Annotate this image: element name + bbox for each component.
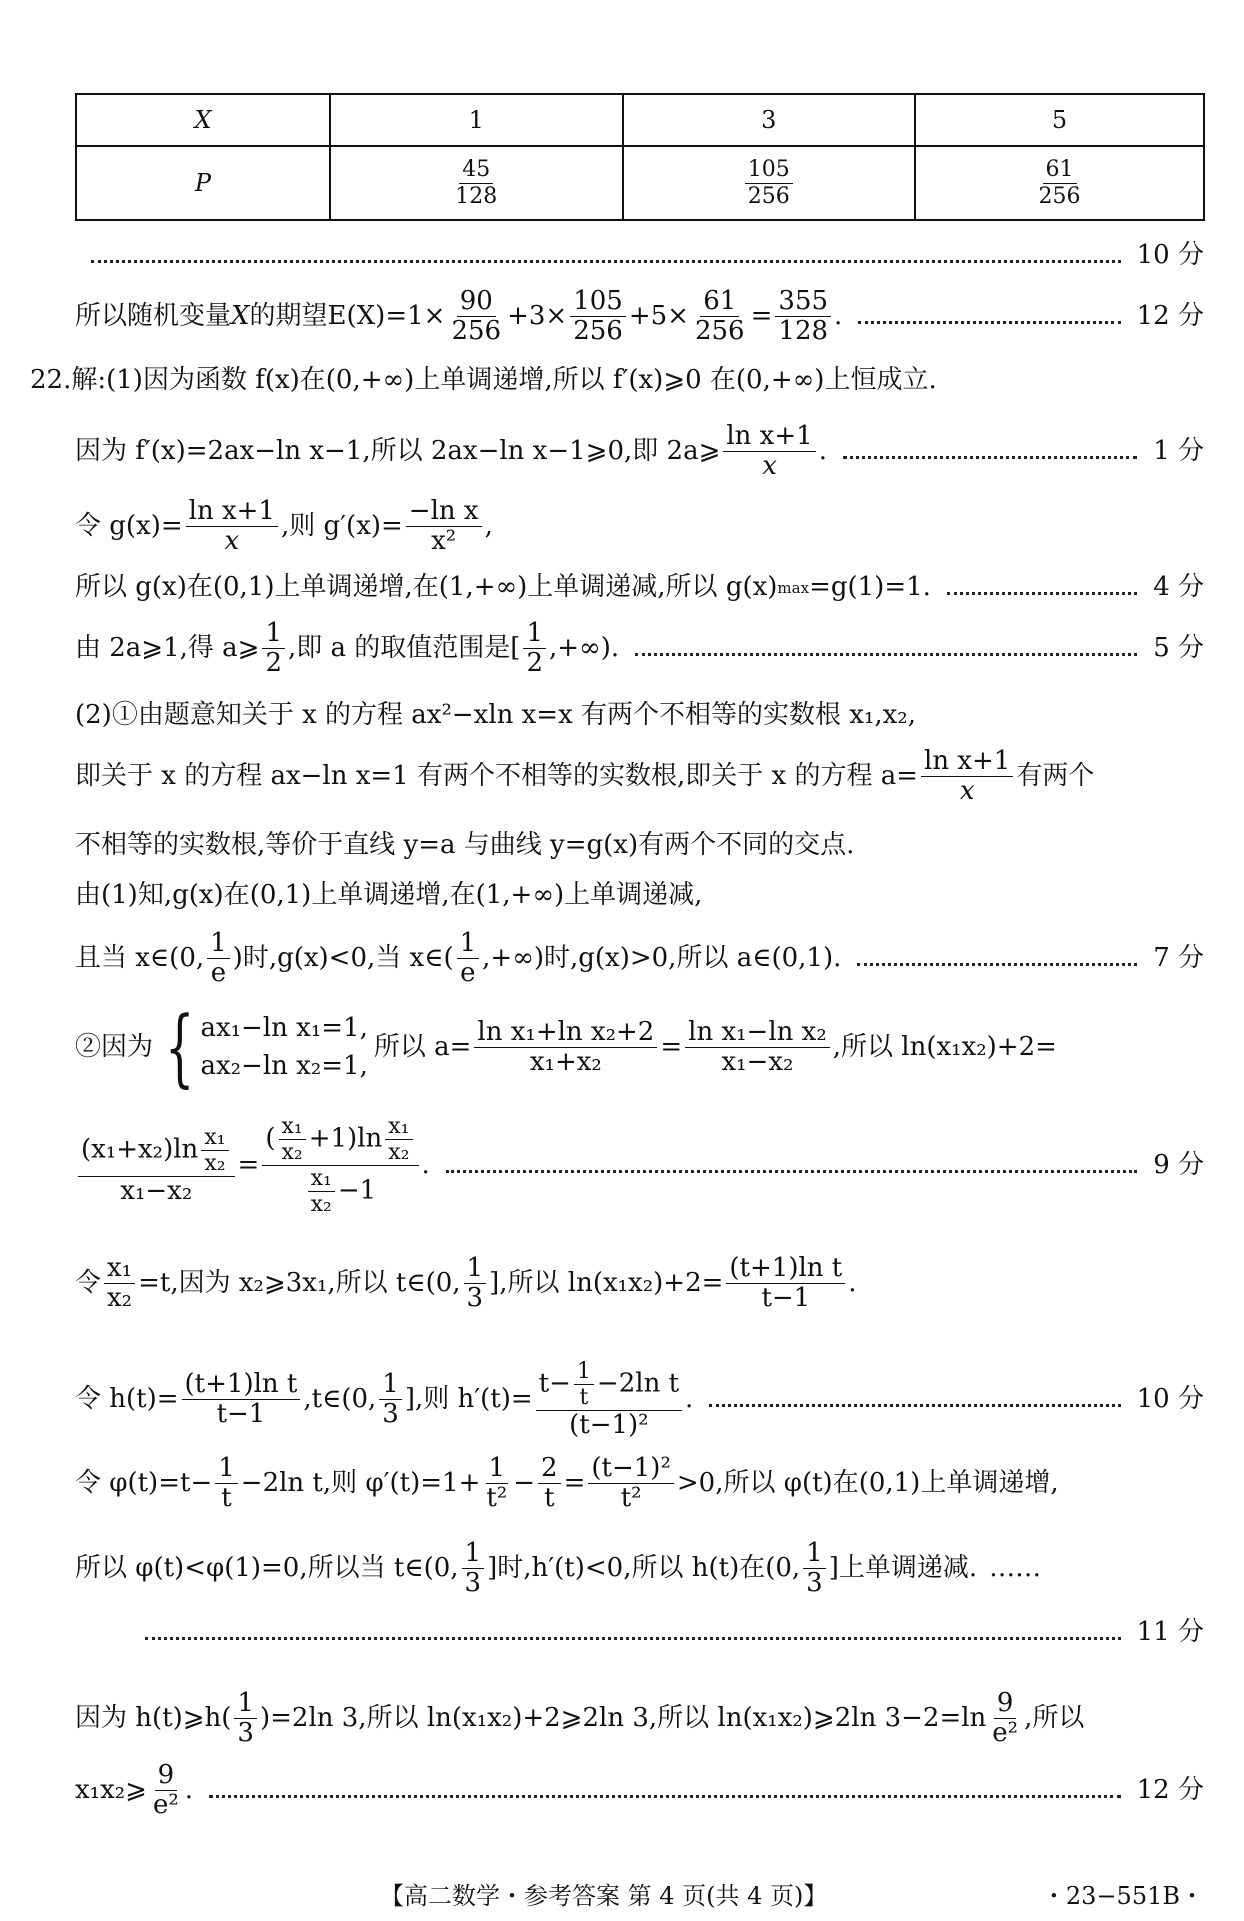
define-phi-line: 令 φ(t)=t− $\frac{1}{t}$ −2ln t,则 φ′(t)=1+ $\frac{1}{\text{t²}}$ − $\frac{2}{t}$ = $\frac{\text{(t−1)²}}{\text{t²}}$ >0,所以 φ(t)在(0,1)上单调递增, (75, 1453, 1059, 1514)
h-decreasing-line: 所以 φ(t)<φ(1)=0,所以当 t∈(0, $\frac{1}{3}$ ]时,h′(t)<0,所以 h(t)在(0, $\frac{1}{3}$ ]上单调递减. …… (75, 1538, 1042, 1599)
range-line: 由 2a⩾1,得 a⩾ $\frac{1}{2}$ ,即 a 的取值范围是[ $\frac{1}{2}$ ,+∞). 5 分 (75, 618, 1204, 679)
system-line: ②因为 { ax₁−ln x₁=1, ax₂−ln x₂=1, 所以 a= $\frac{\text{ln x₁+ln x₂+2}}{\text{x₁+x₂}}$ = $\frac{\text{ln x₁−ln x₂}}{\text{x₁−x₂}}$ ,所以 ln(x₁x₂)+2= (75, 998, 1057, 1096)
equation-root-line: 即关于 x 的方程 ax−ln x=1 有两个不相等的实数根,即关于 x 的方程 a= $\frac{\text{ln x+1}}{x}$ 有两个 (75, 746, 1095, 807)
ln-ratio-line: (x₁+x₂)ln $\frac{\text{x₁}}{\text{x₂}}$ x₁−x₂ = ( $\frac{\text{x₁}}{\text{x₂}}$ +1)ln $\frac{\text{x₁}}{\text{x₂}}$ $\frac{\text{x₁}}{\text{x₂}}$ −1 . 9 分 (75, 1115, 1204, 1216)
score-mark: 10 分 (1136, 240, 1204, 270)
minimum-line: 因为 h(t)⩾h( $\frac{1}{3}$ )=2ln 3,所以 ln(x₁x₂)+2⩾2ln 3,所以 ln(x₁x₂)⩾2ln 3−2=ln $\frac{9}{\text{e²}}$ ,所以 (75, 1688, 1085, 1749)
table-cell: 3 (623, 94, 916, 146)
score-line-10 (75, 240, 1204, 271)
table-row (76, 146, 1204, 220)
distribution-table (75, 93, 1205, 221)
solution-22-intro: 22.解:(1)因为函数 f(x)在(0,+∞)上单调递增,所以 f′(x)⩾0 在(0,+∞)上恒成立. (30, 365, 937, 395)
table-cell: $\frac{105}{256}$ (623, 146, 916, 220)
table-header-x: X (76, 94, 330, 146)
sign-line: 且当 x∈(0, $\frac{1}{e}$ )时,g(x)<0,当 x∈( $\frac{1}{e}$ ,+∞)时,g(x)>0,所以 a∈(0,1). 7 分 (75, 928, 1204, 989)
table-cell: $\frac{61}{256}$ (915, 146, 1204, 220)
part2-intro: (2)①由题意知关于 x 的方程 ax²−xln x=x 有两个不相等的实数根 x₁,x₂, (75, 700, 916, 730)
table-cell: 1 (330, 94, 623, 146)
score-line-11: 11 分 (145, 1617, 1204, 1648)
table-header-p: P (76, 146, 330, 220)
derivative-line: 因为 f′(x)=2ax−ln x−1,所以 2ax−ln x−1⩾0,即 2a⩾ $\frac{\text{ln x+1}}{x}$ . 1 分 (75, 421, 1204, 482)
table-cell: 5 (915, 94, 1204, 146)
table-row (76, 94, 1204, 146)
substitution-line: 令 $\frac{\text{x₁}}{\text{x₂}}$ =t,因为 x₂⩾3x₁,所以 t∈(0, $\frac{1}{3}$ ],所以 ln(x₁x₂)+2= $\frac{\text{(t+1)ln t}}{t-1}$ . (75, 1253, 857, 1314)
table-cell: $\frac{45}{128}$ (330, 146, 623, 220)
footer-title: 【高二数学・参考答案 第 4 页(共 4 页)】 (380, 1882, 828, 1910)
define-h-line: 令 h(t)= $\frac{\text{(t+1)ln t}}{t-1}$ ,t∈(0, $\frac{1}{3}$ ],则 h′(t)= t− $\frac{1}{t}$ −2ln t (t−1)² . 10 分 (75, 1359, 1204, 1441)
define-g-line: 令 g(x)= $\frac{\text{ln x+1}}{x}$ ,则 g′(x)= $\frac{\text{−ln x}}{\text{x²}}$ , (75, 496, 493, 557)
intersection-line: 不相等的实数根,等价于直线 y=a 与曲线 y=g(x)有两个不同的交点. (75, 830, 855, 860)
footer-code: ・23−551B・ (1041, 1882, 1204, 1910)
conclusion-line: x₁x₂⩾ $\frac{9}{\text{e²}}$ . 12 分 (75, 1760, 1204, 1821)
recall-line: 由(1)知,g(x)在(0,1)上单调递增,在(1,+∞)上单调递减, (75, 880, 703, 910)
expectation-line: 所以随机变量 X 的期望 E(X)=1× $\frac{90}{256}$ +3× $\frac{105}{256}$ +5× $\frac{61}{256}$ = $\frac{355}{128}$ . 12 分 (75, 286, 1204, 347)
g-monotonic-line: 所以 g(x)在(0,1)上单调递增,在(1,+∞)上单调递减,所以 g(x) max =g(1)=1. 4 分 (75, 572, 1204, 602)
